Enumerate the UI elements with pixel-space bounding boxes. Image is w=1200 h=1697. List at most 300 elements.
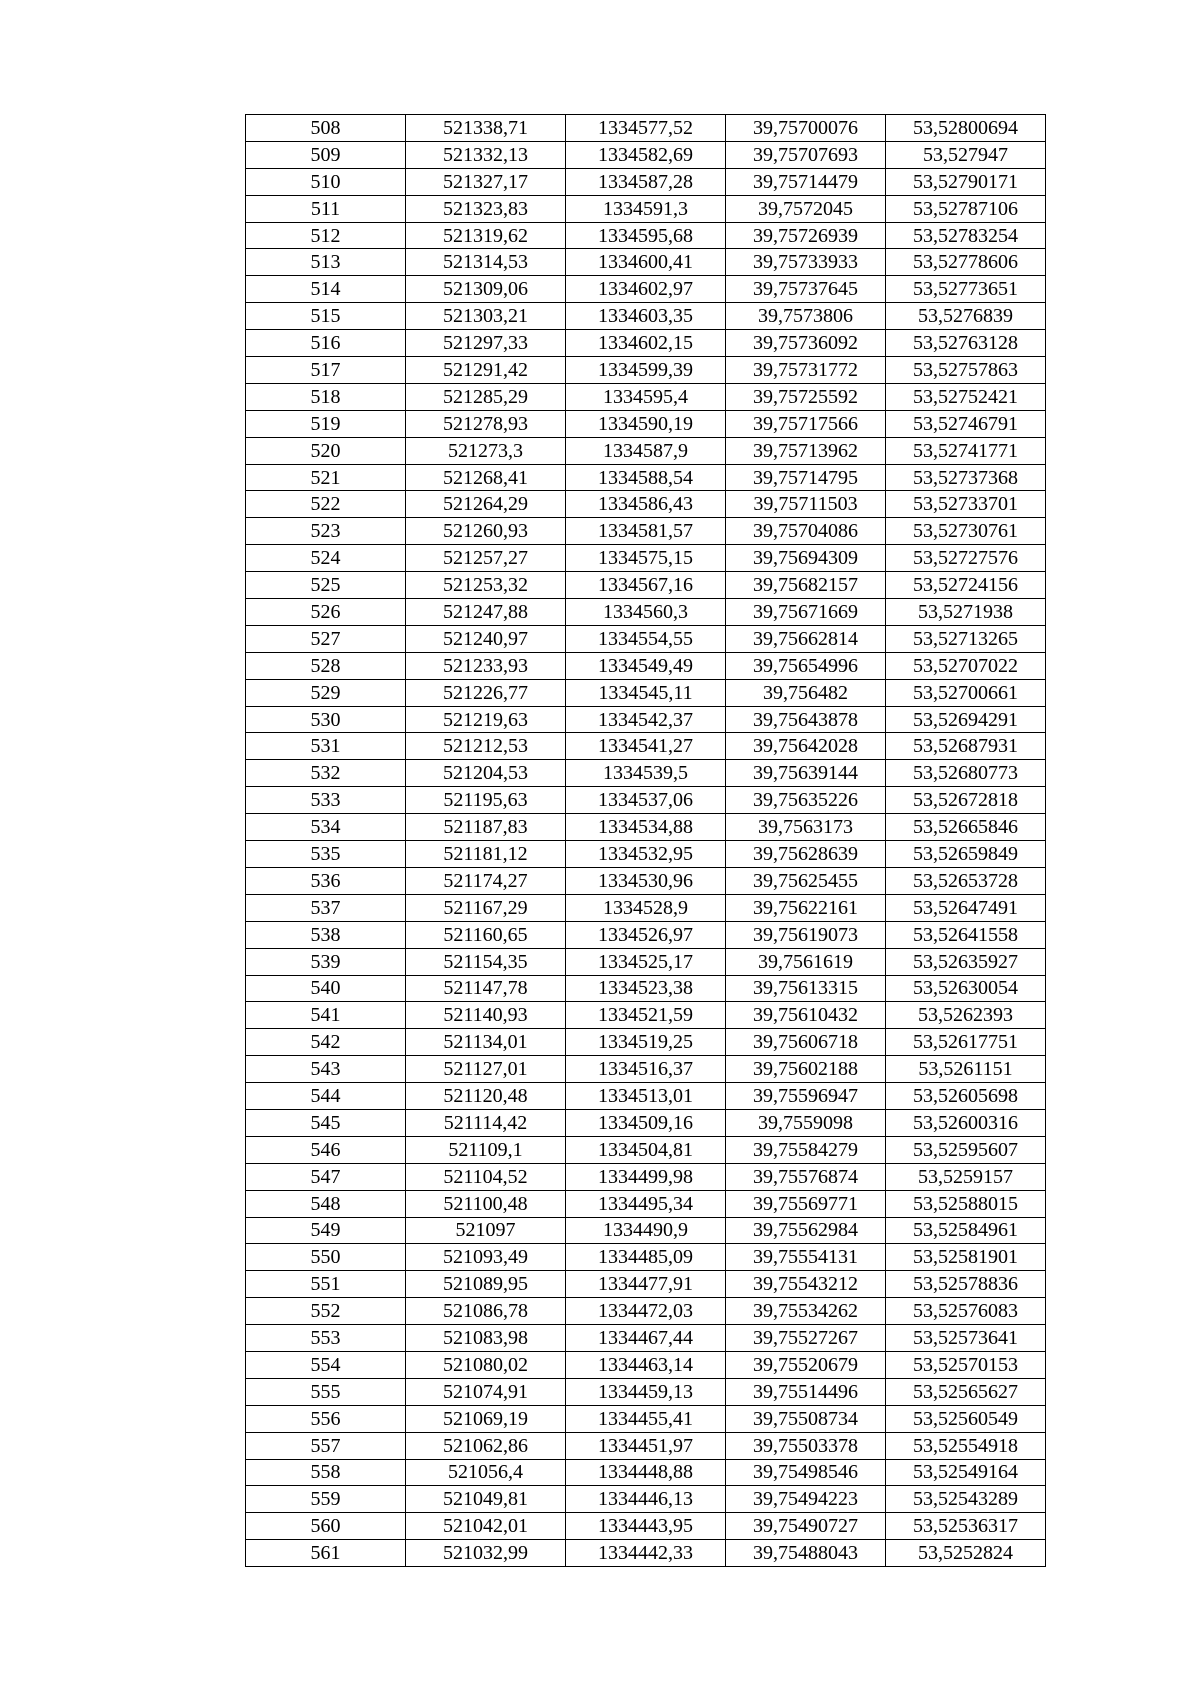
y-coordinate-cell: 1334521,59 xyxy=(566,1002,726,1029)
y-coordinate-cell: 1334590,19 xyxy=(566,410,726,437)
point-number-cell: 532 xyxy=(246,760,406,787)
point-number-cell: 553 xyxy=(246,1325,406,1352)
longitude-cell: 39,7563173 xyxy=(726,814,886,841)
table-row xyxy=(246,1540,1046,1567)
longitude-cell: 39,7559098 xyxy=(726,1109,886,1136)
point-number-cell: 524 xyxy=(246,545,406,572)
y-coordinate-cell: 1334446,13 xyxy=(566,1486,726,1513)
latitude-cell: 53,52595607 xyxy=(886,1136,1046,1163)
latitude-cell: 53,52605698 xyxy=(886,1083,1046,1110)
latitude-cell: 53,52584961 xyxy=(886,1217,1046,1244)
y-coordinate-cell: 1334499,98 xyxy=(566,1163,726,1190)
y-coordinate-cell: 1334463,14 xyxy=(566,1351,726,1378)
x-coordinate-cell: 521338,71 xyxy=(406,115,566,142)
longitude-cell: 39,756482 xyxy=(726,679,886,706)
x-coordinate-cell: 521062,86 xyxy=(406,1432,566,1459)
point-number-cell: 548 xyxy=(246,1190,406,1217)
table-row xyxy=(246,249,1046,276)
latitude-cell: 53,52694291 xyxy=(886,706,1046,733)
longitude-cell: 39,75602188 xyxy=(726,1056,886,1083)
longitude-cell: 39,75662814 xyxy=(726,625,886,652)
table-row xyxy=(246,652,1046,679)
longitude-cell: 39,75714479 xyxy=(726,168,886,195)
y-coordinate-cell: 1334595,68 xyxy=(566,222,726,249)
longitude-cell: 39,75613315 xyxy=(726,975,886,1002)
longitude-cell: 39,75725592 xyxy=(726,383,886,410)
x-coordinate-cell: 521268,41 xyxy=(406,464,566,491)
latitude-cell: 53,52588015 xyxy=(886,1190,1046,1217)
table-row xyxy=(246,787,1046,814)
point-number-cell: 517 xyxy=(246,357,406,384)
y-coordinate-cell: 1334528,9 xyxy=(566,894,726,921)
y-coordinate-cell: 1334600,41 xyxy=(566,249,726,276)
x-coordinate-cell: 521309,06 xyxy=(406,276,566,303)
y-coordinate-cell: 1334455,41 xyxy=(566,1405,726,1432)
longitude-cell: 39,75490727 xyxy=(726,1513,886,1540)
latitude-cell: 53,5259157 xyxy=(886,1163,1046,1190)
point-number-cell: 549 xyxy=(246,1217,406,1244)
x-coordinate-cell: 521187,83 xyxy=(406,814,566,841)
longitude-cell: 39,75711503 xyxy=(726,491,886,518)
point-number-cell: 531 xyxy=(246,733,406,760)
latitude-cell: 53,52741771 xyxy=(886,437,1046,464)
point-number-cell: 543 xyxy=(246,1056,406,1083)
x-coordinate-cell: 521291,42 xyxy=(406,357,566,384)
table-row xyxy=(246,1351,1046,1378)
latitude-cell: 53,52641558 xyxy=(886,921,1046,948)
x-coordinate-cell: 521069,19 xyxy=(406,1405,566,1432)
point-number-cell: 518 xyxy=(246,383,406,410)
longitude-cell: 39,75694309 xyxy=(726,545,886,572)
x-coordinate-cell: 521273,3 xyxy=(406,437,566,464)
latitude-cell: 53,52647491 xyxy=(886,894,1046,921)
table-row xyxy=(246,1163,1046,1190)
table-row xyxy=(246,545,1046,572)
longitude-cell: 39,75717566 xyxy=(726,410,886,437)
point-number-cell: 559 xyxy=(246,1486,406,1513)
x-coordinate-cell: 521154,35 xyxy=(406,948,566,975)
latitude-cell: 53,52581901 xyxy=(886,1244,1046,1271)
longitude-cell: 39,75520679 xyxy=(726,1351,886,1378)
y-coordinate-cell: 1334509,16 xyxy=(566,1109,726,1136)
y-coordinate-cell: 1334603,35 xyxy=(566,303,726,330)
latitude-cell: 53,527947 xyxy=(886,141,1046,168)
y-coordinate-cell: 1334443,95 xyxy=(566,1513,726,1540)
table-row xyxy=(246,599,1046,626)
point-number-cell: 528 xyxy=(246,652,406,679)
longitude-cell: 39,75642028 xyxy=(726,733,886,760)
y-coordinate-cell: 1334587,9 xyxy=(566,437,726,464)
longitude-cell: 39,75569771 xyxy=(726,1190,886,1217)
point-number-cell: 538 xyxy=(246,921,406,948)
latitude-cell: 53,52783254 xyxy=(886,222,1046,249)
longitude-cell: 39,75622161 xyxy=(726,894,886,921)
latitude-cell: 53,5262393 xyxy=(886,1002,1046,1029)
point-number-cell: 561 xyxy=(246,1540,406,1567)
latitude-cell: 53,52576083 xyxy=(886,1298,1046,1325)
longitude-cell: 39,75619073 xyxy=(726,921,886,948)
table-row xyxy=(246,760,1046,787)
latitude-cell: 53,52680773 xyxy=(886,760,1046,787)
y-coordinate-cell: 1334490,9 xyxy=(566,1217,726,1244)
y-coordinate-cell: 1334587,28 xyxy=(566,168,726,195)
y-coordinate-cell: 1334554,55 xyxy=(566,625,726,652)
point-number-cell: 512 xyxy=(246,222,406,249)
x-coordinate-cell: 521219,63 xyxy=(406,706,566,733)
longitude-cell: 39,75503378 xyxy=(726,1432,886,1459)
table-row xyxy=(246,894,1046,921)
latitude-cell: 53,5276839 xyxy=(886,303,1046,330)
x-coordinate-cell: 521093,49 xyxy=(406,1244,566,1271)
latitude-cell: 53,52543289 xyxy=(886,1486,1046,1513)
latitude-cell: 53,52565627 xyxy=(886,1378,1046,1405)
longitude-cell: 39,75726939 xyxy=(726,222,886,249)
y-coordinate-cell: 1334530,96 xyxy=(566,867,726,894)
table-row xyxy=(246,518,1046,545)
x-coordinate-cell: 521303,21 xyxy=(406,303,566,330)
x-coordinate-cell: 521253,32 xyxy=(406,572,566,599)
y-coordinate-cell: 1334451,97 xyxy=(566,1432,726,1459)
longitude-cell: 39,75713962 xyxy=(726,437,886,464)
point-number-cell: 514 xyxy=(246,276,406,303)
y-coordinate-cell: 1334539,5 xyxy=(566,760,726,787)
latitude-cell: 53,52635927 xyxy=(886,948,1046,975)
x-coordinate-cell: 521120,48 xyxy=(406,1083,566,1110)
table-row xyxy=(246,1271,1046,1298)
x-coordinate-cell: 521160,65 xyxy=(406,921,566,948)
longitude-cell: 39,7572045 xyxy=(726,195,886,222)
point-number-cell: 542 xyxy=(246,1029,406,1056)
point-number-cell: 557 xyxy=(246,1432,406,1459)
y-coordinate-cell: 1334448,88 xyxy=(566,1459,726,1486)
x-coordinate-cell: 521204,53 xyxy=(406,760,566,787)
longitude-cell: 39,75514496 xyxy=(726,1378,886,1405)
x-coordinate-cell: 521226,77 xyxy=(406,679,566,706)
y-coordinate-cell: 1334519,25 xyxy=(566,1029,726,1056)
latitude-cell: 53,5261151 xyxy=(886,1056,1046,1083)
table-row xyxy=(246,625,1046,652)
longitude-cell: 39,75635226 xyxy=(726,787,886,814)
latitude-cell: 53,52672818 xyxy=(886,787,1046,814)
point-number-cell: 551 xyxy=(246,1271,406,1298)
latitude-cell: 53,52773651 xyxy=(886,276,1046,303)
table-row xyxy=(246,733,1046,760)
table-row xyxy=(246,276,1046,303)
point-number-cell: 520 xyxy=(246,437,406,464)
x-coordinate-cell: 521323,83 xyxy=(406,195,566,222)
point-number-cell: 522 xyxy=(246,491,406,518)
y-coordinate-cell: 1334516,37 xyxy=(566,1056,726,1083)
latitude-cell: 53,52578836 xyxy=(886,1271,1046,1298)
longitude-cell: 39,75527267 xyxy=(726,1325,886,1352)
y-coordinate-cell: 1334485,09 xyxy=(566,1244,726,1271)
latitude-cell: 53,52787106 xyxy=(886,195,1046,222)
x-coordinate-cell: 521181,12 xyxy=(406,841,566,868)
point-number-cell: 556 xyxy=(246,1405,406,1432)
table-row xyxy=(246,195,1046,222)
latitude-cell: 53,52573641 xyxy=(886,1325,1046,1352)
y-coordinate-cell: 1334567,16 xyxy=(566,572,726,599)
point-number-cell: 530 xyxy=(246,706,406,733)
point-number-cell: 539 xyxy=(246,948,406,975)
longitude-cell: 39,75736092 xyxy=(726,330,886,357)
y-coordinate-cell: 1334523,38 xyxy=(566,975,726,1002)
latitude-cell: 53,52554918 xyxy=(886,1432,1046,1459)
longitude-cell: 39,75704086 xyxy=(726,518,886,545)
latitude-cell: 53,52665846 xyxy=(886,814,1046,841)
x-coordinate-cell: 521167,29 xyxy=(406,894,566,921)
latitude-cell: 53,52778606 xyxy=(886,249,1046,276)
table-row xyxy=(246,1002,1046,1029)
table-row xyxy=(246,168,1046,195)
y-coordinate-cell: 1334541,27 xyxy=(566,733,726,760)
point-number-cell: 529 xyxy=(246,679,406,706)
longitude-cell: 39,75643878 xyxy=(726,706,886,733)
table-row xyxy=(246,1432,1046,1459)
point-number-cell: 523 xyxy=(246,518,406,545)
point-number-cell: 521 xyxy=(246,464,406,491)
x-coordinate-cell: 521260,93 xyxy=(406,518,566,545)
y-coordinate-cell: 1334442,33 xyxy=(566,1540,726,1567)
x-coordinate-cell: 521174,27 xyxy=(406,867,566,894)
x-coordinate-cell: 521140,93 xyxy=(406,1002,566,1029)
longitude-cell: 39,75508734 xyxy=(726,1405,886,1432)
table-row xyxy=(246,1405,1046,1432)
latitude-cell: 53,52800694 xyxy=(886,115,1046,142)
x-coordinate-cell: 521134,01 xyxy=(406,1029,566,1056)
y-coordinate-cell: 1334602,15 xyxy=(566,330,726,357)
latitude-cell: 53,52713265 xyxy=(886,625,1046,652)
longitude-cell: 39,75543212 xyxy=(726,1271,886,1298)
x-coordinate-cell: 521080,02 xyxy=(406,1351,566,1378)
latitude-cell: 53,52733701 xyxy=(886,491,1046,518)
x-coordinate-cell: 521257,27 xyxy=(406,545,566,572)
y-coordinate-cell: 1334526,97 xyxy=(566,921,726,948)
table-row xyxy=(246,1056,1046,1083)
latitude-cell: 53,5252824 xyxy=(886,1540,1046,1567)
latitude-cell: 53,52570153 xyxy=(886,1351,1046,1378)
longitude-cell: 39,75488043 xyxy=(726,1540,886,1567)
table-row xyxy=(246,706,1046,733)
table-row xyxy=(246,1136,1046,1163)
point-number-cell: 547 xyxy=(246,1163,406,1190)
y-coordinate-cell: 1334549,49 xyxy=(566,652,726,679)
point-number-cell: 509 xyxy=(246,141,406,168)
latitude-cell: 53,52737368 xyxy=(886,464,1046,491)
latitude-cell: 53,52700661 xyxy=(886,679,1046,706)
x-coordinate-cell: 521314,53 xyxy=(406,249,566,276)
latitude-cell: 53,52687931 xyxy=(886,733,1046,760)
y-coordinate-cell: 1334599,39 xyxy=(566,357,726,384)
latitude-cell: 53,52560549 xyxy=(886,1405,1046,1432)
table-row xyxy=(246,1486,1046,1513)
latitude-cell: 53,52763128 xyxy=(886,330,1046,357)
point-number-cell: 513 xyxy=(246,249,406,276)
y-coordinate-cell: 1334472,03 xyxy=(566,1298,726,1325)
point-number-cell: 525 xyxy=(246,572,406,599)
x-coordinate-cell: 521264,29 xyxy=(406,491,566,518)
point-number-cell: 560 xyxy=(246,1513,406,1540)
y-coordinate-cell: 1334525,17 xyxy=(566,948,726,975)
x-coordinate-cell: 521319,62 xyxy=(406,222,566,249)
x-coordinate-cell: 521278,93 xyxy=(406,410,566,437)
table-row xyxy=(246,814,1046,841)
y-coordinate-cell: 1334477,91 xyxy=(566,1271,726,1298)
longitude-cell: 39,75606718 xyxy=(726,1029,886,1056)
y-coordinate-cell: 1334582,69 xyxy=(566,141,726,168)
point-number-cell: 541 xyxy=(246,1002,406,1029)
latitude-cell: 53,52790171 xyxy=(886,168,1046,195)
y-coordinate-cell: 1334595,4 xyxy=(566,383,726,410)
x-coordinate-cell: 521032,99 xyxy=(406,1540,566,1567)
y-coordinate-cell: 1334459,13 xyxy=(566,1378,726,1405)
x-coordinate-cell: 521285,29 xyxy=(406,383,566,410)
table-row xyxy=(246,115,1046,142)
point-number-cell: 540 xyxy=(246,975,406,1002)
point-number-cell: 550 xyxy=(246,1244,406,1271)
point-number-cell: 537 xyxy=(246,894,406,921)
y-coordinate-cell: 1334577,52 xyxy=(566,115,726,142)
latitude-cell: 53,52752421 xyxy=(886,383,1046,410)
point-number-cell: 544 xyxy=(246,1083,406,1110)
longitude-cell: 39,75682157 xyxy=(726,572,886,599)
point-number-cell: 516 xyxy=(246,330,406,357)
longitude-cell: 39,75554131 xyxy=(726,1244,886,1271)
x-coordinate-cell: 521104,52 xyxy=(406,1163,566,1190)
point-number-cell: 511 xyxy=(246,195,406,222)
table-row xyxy=(246,303,1046,330)
y-coordinate-cell: 1334588,54 xyxy=(566,464,726,491)
longitude-cell: 39,75714795 xyxy=(726,464,886,491)
x-coordinate-cell: 521332,13 xyxy=(406,141,566,168)
point-number-cell: 555 xyxy=(246,1378,406,1405)
latitude-cell: 53,52724156 xyxy=(886,572,1046,599)
longitude-cell: 39,75494223 xyxy=(726,1486,886,1513)
coordinates-table-body xyxy=(246,115,1046,1567)
table-row xyxy=(246,437,1046,464)
table-row xyxy=(246,357,1046,384)
table-row xyxy=(246,679,1046,706)
longitude-cell: 39,75731772 xyxy=(726,357,886,384)
latitude-cell: 53,52617751 xyxy=(886,1029,1046,1056)
point-number-cell: 534 xyxy=(246,814,406,841)
x-coordinate-cell: 521089,95 xyxy=(406,1271,566,1298)
table-row xyxy=(246,222,1046,249)
x-coordinate-cell: 521327,17 xyxy=(406,168,566,195)
longitude-cell: 39,75639144 xyxy=(726,760,886,787)
longitude-cell: 39,75498546 xyxy=(726,1459,886,1486)
latitude-cell: 53,52757863 xyxy=(886,357,1046,384)
table-row xyxy=(246,1378,1046,1405)
longitude-cell: 39,75733933 xyxy=(726,249,886,276)
longitude-cell: 39,75671669 xyxy=(726,599,886,626)
point-number-cell: 519 xyxy=(246,410,406,437)
x-coordinate-cell: 521109,1 xyxy=(406,1136,566,1163)
point-number-cell: 533 xyxy=(246,787,406,814)
point-number-cell: 535 xyxy=(246,841,406,868)
longitude-cell: 39,75576874 xyxy=(726,1163,886,1190)
longitude-cell: 39,75584279 xyxy=(726,1136,886,1163)
latitude-cell: 53,52707022 xyxy=(886,652,1046,679)
x-coordinate-cell: 521097 xyxy=(406,1217,566,1244)
y-coordinate-cell: 1334581,57 xyxy=(566,518,726,545)
longitude-cell: 39,75628639 xyxy=(726,841,886,868)
longitude-cell: 39,75610432 xyxy=(726,1002,886,1029)
table-row xyxy=(246,572,1046,599)
y-coordinate-cell: 1334537,06 xyxy=(566,787,726,814)
table-row xyxy=(246,1109,1046,1136)
y-coordinate-cell: 1334504,81 xyxy=(566,1136,726,1163)
point-number-cell: 508 xyxy=(246,115,406,142)
x-coordinate-cell: 521147,78 xyxy=(406,975,566,1002)
table-row xyxy=(246,867,1046,894)
y-coordinate-cell: 1334560,3 xyxy=(566,599,726,626)
x-coordinate-cell: 521083,98 xyxy=(406,1325,566,1352)
table-row xyxy=(246,1190,1046,1217)
latitude-cell: 53,52600316 xyxy=(886,1109,1046,1136)
table-row xyxy=(246,491,1046,518)
table-row xyxy=(246,1513,1046,1540)
table-row xyxy=(246,464,1046,491)
x-coordinate-cell: 521240,97 xyxy=(406,625,566,652)
table-row xyxy=(246,1083,1046,1110)
longitude-cell: 39,75707693 xyxy=(726,141,886,168)
longitude-cell: 39,75534262 xyxy=(726,1298,886,1325)
longitude-cell: 39,75596947 xyxy=(726,1083,886,1110)
table-row xyxy=(246,410,1046,437)
coordinates-table xyxy=(245,114,1046,1567)
longitude-cell: 39,75625455 xyxy=(726,867,886,894)
point-number-cell: 552 xyxy=(246,1298,406,1325)
point-number-cell: 546 xyxy=(246,1136,406,1163)
table-row xyxy=(246,141,1046,168)
latitude-cell: 53,52727576 xyxy=(886,545,1046,572)
table-row xyxy=(246,921,1046,948)
latitude-cell: 53,52730761 xyxy=(886,518,1046,545)
longitude-cell: 39,75700076 xyxy=(726,115,886,142)
table-row xyxy=(246,841,1046,868)
table-row xyxy=(246,383,1046,410)
latitude-cell: 53,52746791 xyxy=(886,410,1046,437)
table-row xyxy=(246,1217,1046,1244)
table-row xyxy=(246,1459,1046,1486)
x-coordinate-cell: 521114,42 xyxy=(406,1109,566,1136)
point-number-cell: 515 xyxy=(246,303,406,330)
y-coordinate-cell: 1334591,3 xyxy=(566,195,726,222)
table-row xyxy=(246,948,1046,975)
point-number-cell: 527 xyxy=(246,625,406,652)
x-coordinate-cell: 521049,81 xyxy=(406,1486,566,1513)
y-coordinate-cell: 1334586,43 xyxy=(566,491,726,518)
y-coordinate-cell: 1334602,97 xyxy=(566,276,726,303)
table-row xyxy=(246,1298,1046,1325)
latitude-cell: 53,52653728 xyxy=(886,867,1046,894)
y-coordinate-cell: 1334545,11 xyxy=(566,679,726,706)
y-coordinate-cell: 1334575,15 xyxy=(566,545,726,572)
y-coordinate-cell: 1334532,95 xyxy=(566,841,726,868)
table-row xyxy=(246,975,1046,1002)
point-number-cell: 545 xyxy=(246,1109,406,1136)
table-row xyxy=(246,1029,1046,1056)
x-coordinate-cell: 521233,93 xyxy=(406,652,566,679)
latitude-cell: 53,52659849 xyxy=(886,841,1046,868)
point-number-cell: 558 xyxy=(246,1459,406,1486)
latitude-cell: 53,52536317 xyxy=(886,1513,1046,1540)
longitude-cell: 39,7573806 xyxy=(726,303,886,330)
table-row xyxy=(246,1244,1046,1271)
x-coordinate-cell: 521127,01 xyxy=(406,1056,566,1083)
latitude-cell: 53,52549164 xyxy=(886,1459,1046,1486)
